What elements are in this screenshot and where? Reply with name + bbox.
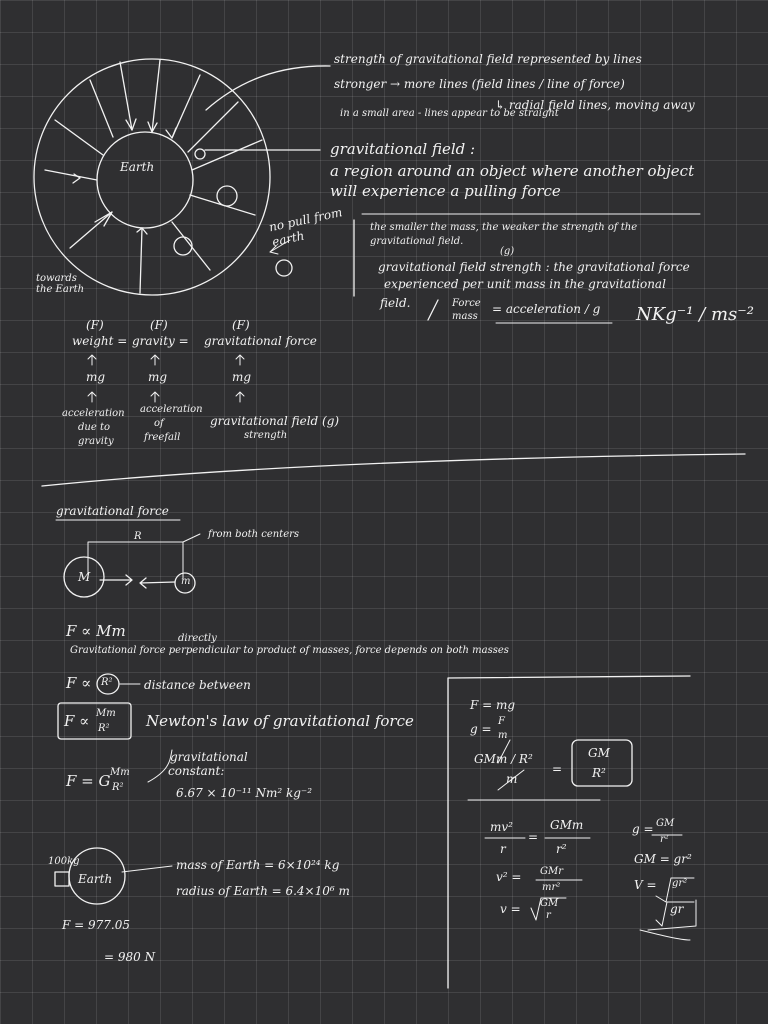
f-round-label: = 980 N: [104, 950, 156, 964]
r2-circled: R²: [101, 677, 113, 688]
m-cancel: m: [506, 772, 518, 786]
no-pull-label: no pull from earth: [267, 205, 344, 250]
eq-sign-2: =: [528, 830, 539, 844]
distance-label: distance between: [144, 678, 251, 692]
strength-line-5: field.: [380, 296, 411, 310]
f-mg: F = mg: [470, 698, 516, 712]
col2-c: freefall: [144, 432, 181, 443]
force-label: Force: [452, 298, 481, 309]
newton-law-label: Newton's law of gravitational force: [146, 712, 414, 730]
earth-label: Earth: [120, 160, 155, 174]
strength-line-4: experienced per unit mass in the gravitational: [384, 277, 666, 291]
col3-b: strength: [244, 430, 288, 441]
box-num: Mm: [96, 708, 116, 719]
f-eq-g: F = G: [66, 772, 111, 790]
mass-M-label: M: [78, 570, 91, 584]
gm3-num: GM: [656, 818, 675, 829]
towards-earth-label: towards the Earth: [36, 273, 85, 295]
f-mark-3: (F): [232, 318, 250, 332]
sqrt-gm: GM: [540, 898, 559, 909]
note-line-2: stronger → more lines (field lines / line of force): [334, 77, 625, 91]
mv2: mv²: [490, 820, 513, 834]
r-label: R: [134, 531, 142, 542]
mg-2: mg: [148, 370, 168, 384]
col1-b: due to: [78, 422, 110, 433]
gm-gr2: GM = gr²: [634, 852, 692, 866]
f-mark-2: (F): [150, 318, 168, 332]
section-divider: [42, 454, 745, 486]
g-num: F: [498, 716, 505, 727]
f-inv-sq: F ∝: [66, 674, 92, 692]
gm-boxed: GM: [588, 746, 610, 760]
col2-a: acceleration: [140, 404, 203, 415]
gmm-num: GMm: [550, 818, 584, 832]
field-def-2: will experience a pulling force: [330, 182, 561, 200]
col3-a: gravitational field (g): [210, 414, 340, 428]
mass-earth-label: mass of Earth = 6×10²⁴ kg: [176, 858, 340, 872]
grav-force-label: gravitational force: [204, 334, 317, 348]
grav-const-1: gravitational: [170, 750, 248, 764]
f-prop-mm: F ∝ Mm: [66, 622, 126, 640]
g-den: m: [498, 730, 508, 741]
v3-eq: V =: [634, 878, 657, 892]
directly-label: directly: [178, 633, 217, 644]
mr2-den: mr²: [542, 882, 561, 893]
from-centers-label: from both centers: [208, 529, 300, 540]
grav-const-2: constant:: [168, 764, 225, 778]
annotation-arrow: [206, 66, 330, 110]
radius-earth-label: radius of Earth = 6.4×10⁶ m: [176, 884, 350, 898]
v-eq: v =: [500, 902, 521, 916]
sqrt-r: r: [546, 910, 551, 921]
col2-b: of: [154, 418, 164, 429]
v2-eq: v² =: [496, 870, 522, 884]
f-result-label: F = 977.05: [62, 918, 130, 932]
mg-1: mg: [86, 370, 106, 384]
sqrt-gr2: gr²: [672, 878, 688, 889]
col1-a: acceleration: [62, 408, 125, 419]
weight-label: weight =: [72, 334, 128, 348]
strength-line-1: the smaller the mass, the weaker the strength of the: [370, 222, 638, 233]
grav-force-description: Gravitational force perpendicular to product of masses, force depends on both masses: [70, 645, 509, 656]
r2-den: r²: [556, 842, 567, 856]
r2-boxed: R²: [592, 766, 606, 780]
strength-line-3: gravitational field strength : the gravitational force: [378, 260, 690, 274]
g2-eq: g =: [632, 822, 654, 836]
field-heading: gravitational field :: [330, 140, 476, 158]
mass-100kg-label: 100kg: [48, 856, 80, 867]
f-mark-1: (F): [86, 318, 104, 332]
r4-den: r²: [660, 834, 669, 845]
gravity-label: gravity =: [132, 334, 189, 348]
mass-m-label: m: [181, 576, 191, 587]
outer-field-circle: [34, 59, 270, 295]
mg-3: mg: [232, 370, 252, 384]
g-eq: g =: [470, 722, 492, 736]
field-def-1: a region around an object where another object: [330, 162, 695, 180]
r-den: r: [500, 842, 506, 856]
f-eq-den: R²: [112, 782, 124, 793]
gmr-num: GMr: [540, 866, 564, 877]
note-line-4: in a small area - lines appear to be straight: [340, 108, 559, 119]
grav-force-heading: gravitational force: [56, 504, 169, 518]
earth-example-label: Earth: [78, 872, 113, 886]
sqrt-gr: gr: [670, 902, 684, 916]
mass-label: mass: [452, 311, 478, 322]
box-den: R²: [98, 723, 110, 734]
note-line-1: strength of gravitational field represented by lines: [334, 52, 642, 66]
accel-label: = acceleration / g: [492, 302, 601, 316]
note-line-3: ↳ radial field lines, moving away: [495, 98, 695, 112]
col1-c: gravity: [78, 436, 114, 447]
box-f: F ∝: [64, 712, 90, 730]
eq-sign: =: [552, 762, 563, 776]
units-label: NKg⁻¹ / ms⁻²: [636, 304, 754, 325]
f-eq-num: Mm: [110, 767, 130, 778]
gmm-over-r2: GMm / R²: [474, 752, 533, 766]
g-value: 6.67 × 10⁻¹¹ Nm² kg⁻²: [176, 786, 313, 800]
g-mark: (g): [500, 246, 515, 257]
strength-line-2: gravitational field.: [370, 236, 464, 247]
